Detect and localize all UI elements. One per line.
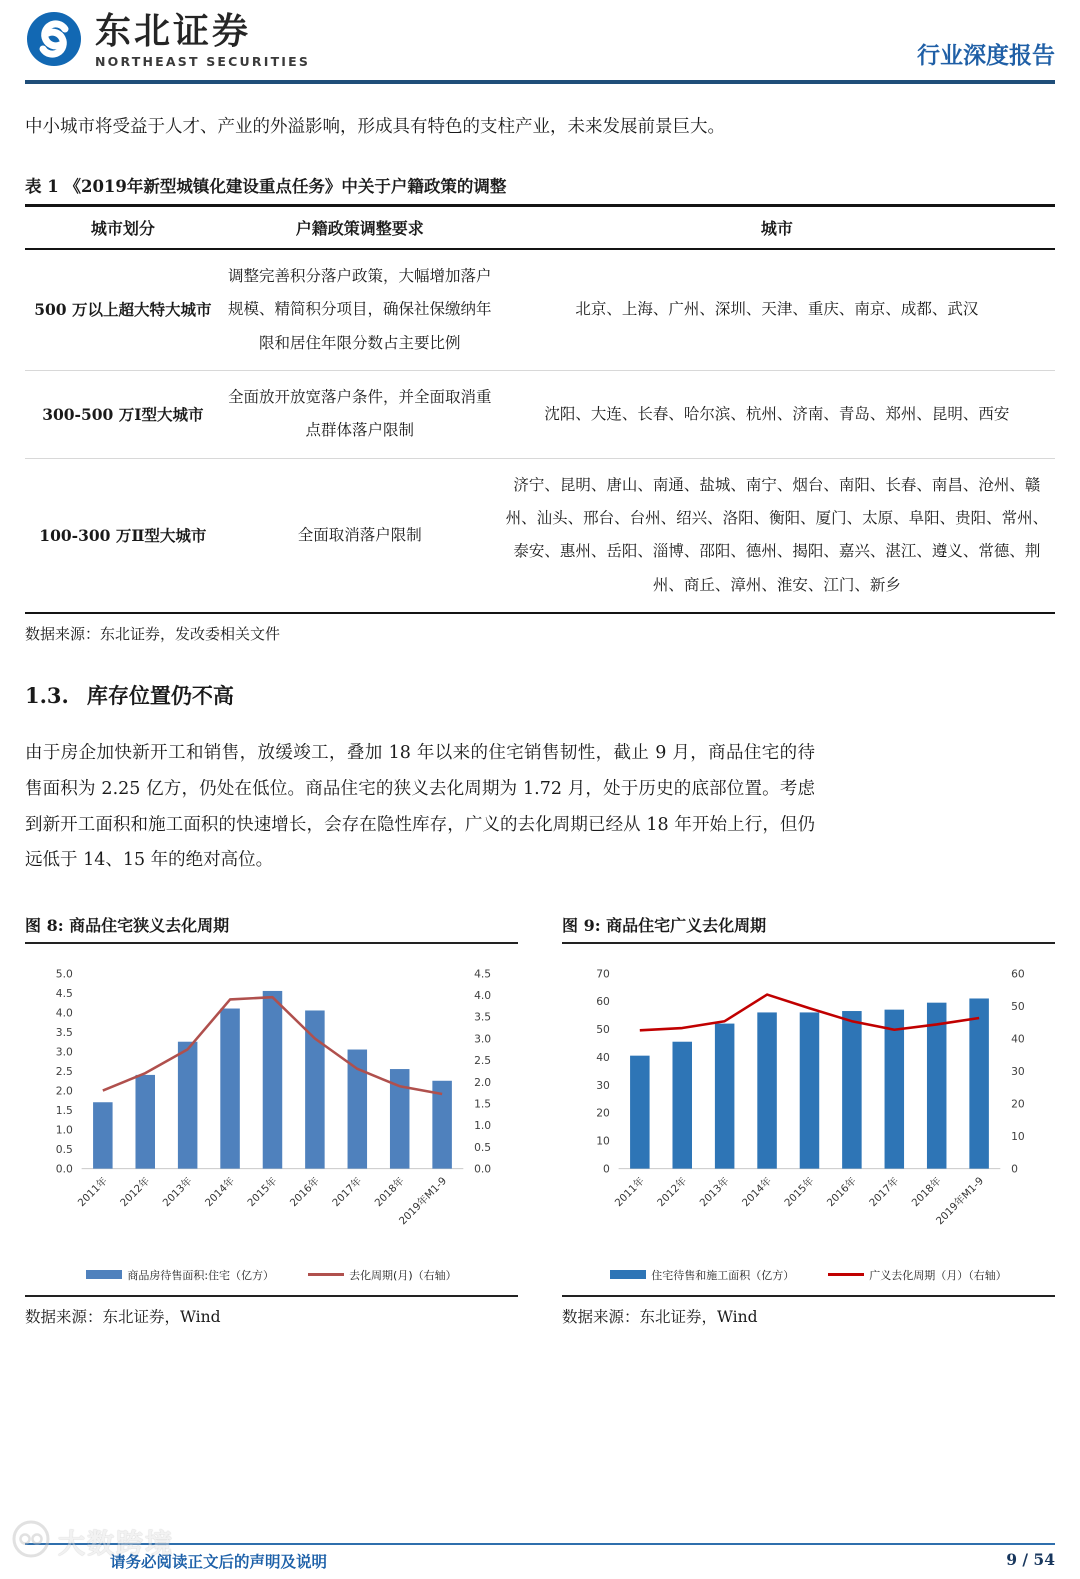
col-header-policy: 户籍政策调整要求 bbox=[221, 207, 499, 249]
cell-cities: 沈阳、大连、长春、哈尔滨、杭州、济南、青岛、郑州、昆明、西安 bbox=[499, 370, 1055, 458]
footer-disclaimer: 请务必阅读正文后的声明及说明 bbox=[110, 1552, 328, 1571]
svg-text:50: 50 bbox=[1011, 1000, 1025, 1014]
svg-text:20: 20 bbox=[1011, 1097, 1025, 1111]
svg-text:2018年: 2018年 bbox=[909, 1175, 944, 1210]
intro-paragraph: 中小城市将受益于人才、产业的外溢影响，形成具有特色的支柱产业，未来发展前景巨大。 bbox=[25, 117, 725, 137]
cell-city-class: 100-300 万Ⅱ型大城市 bbox=[25, 458, 221, 613]
table-row bbox=[25, 370, 1055, 458]
policy-table bbox=[25, 207, 1055, 614]
table-source: 数据来源：东北证券，发改委相关文件 bbox=[25, 624, 281, 643]
figure-8 bbox=[25, 913, 518, 1326]
svg-text:4.0: 4.0 bbox=[474, 989, 492, 1003]
svg-text:60: 60 bbox=[1011, 967, 1025, 981]
legend-label: 去化周期(月)（右轴） bbox=[349, 1268, 457, 1282]
svg-text:2017年: 2017年 bbox=[867, 1175, 902, 1210]
figure-9-caption: 图 9: 商品住宅广义去化周期 bbox=[562, 913, 1055, 944]
bar-swatch-icon bbox=[610, 1270, 646, 1279]
svg-text:4.0: 4.0 bbox=[55, 1006, 73, 1020]
legend-item-line bbox=[308, 1267, 457, 1283]
watermark-text: 大数跨境 bbox=[58, 1528, 174, 1560]
svg-text:50: 50 bbox=[596, 1023, 610, 1037]
legend-item-bar bbox=[610, 1267, 794, 1283]
figure-8-chart bbox=[25, 948, 518, 1266]
svg-text:2016年: 2016年 bbox=[824, 1175, 859, 1210]
table-title: 表 1 《2019年新型城镇化建设重点任务》中关于户籍政策的调整 bbox=[25, 173, 1055, 207]
brand-name-cn: 东北证券 bbox=[95, 10, 252, 52]
svg-text:2012年: 2012年 bbox=[655, 1175, 690, 1210]
page-footer bbox=[25, 1543, 1055, 1572]
svg-text:2015年: 2015年 bbox=[782, 1175, 817, 1210]
svg-text:0: 0 bbox=[1011, 1162, 1018, 1176]
figure-9-source: 数据来源：东北证券，Wind bbox=[562, 1307, 758, 1326]
svg-text:2014年: 2014年 bbox=[739, 1175, 775, 1210]
svg-text:1.0: 1.0 bbox=[55, 1123, 73, 1137]
table-1-block bbox=[25, 173, 1055, 644]
svg-text:2016年: 2016年 bbox=[287, 1175, 322, 1210]
svg-text:2014年: 2014年 bbox=[202, 1175, 238, 1210]
svg-text:2018年: 2018年 bbox=[372, 1175, 407, 1210]
svg-text:70: 70 bbox=[596, 967, 610, 981]
svg-text:2013年: 2013年 bbox=[160, 1175, 195, 1210]
figure-9-chart bbox=[562, 948, 1055, 1266]
bar-swatch-icon bbox=[86, 1270, 122, 1279]
table-row bbox=[25, 249, 1055, 370]
svg-text:4.5: 4.5 bbox=[474, 967, 492, 981]
svg-text:60: 60 bbox=[596, 995, 610, 1009]
svg-text:30: 30 bbox=[1011, 1065, 1025, 1079]
svg-text:4.5: 4.5 bbox=[55, 987, 73, 1001]
svg-text:2019年M1-9: 2019年M1-9 bbox=[933, 1175, 987, 1228]
svg-text:0.0: 0.0 bbox=[55, 1162, 73, 1176]
brand-text bbox=[95, 10, 311, 69]
report-type-label: 行业深度报告 bbox=[917, 42, 1055, 69]
section-heading bbox=[25, 680, 1055, 710]
svg-text:2.5: 2.5 bbox=[55, 1065, 73, 1079]
legend-item-line bbox=[828, 1267, 1007, 1283]
svg-text:0.5: 0.5 bbox=[474, 1141, 492, 1155]
svg-text:2.5: 2.5 bbox=[474, 1054, 492, 1068]
cell-policy: 全面放开放宽落户条件，并全面取消重点群体落户限制 bbox=[221, 370, 499, 458]
cell-cities: 北京、上海、广州、深圳、天津、重庆、南京、成都、武汉 bbox=[499, 249, 1055, 370]
cell-cities: 济宁、昆明、唐山、南通、盐城、南宁、烟台、南阳、长春、南昌、沧州、赣州、汕头、邢台、台州、绍兴、洛阳、衡阳、厦门、太原、阜阳、贵阳、常州、泰安、惠州、岳阳、淄博、邵阳、德州、揭阳、嘉兴、湛江、遵义、常德、荆州、商丘、漳州、淮安、江门、新乡 bbox=[499, 458, 1055, 613]
svg-text:40: 40 bbox=[1011, 1032, 1025, 1046]
line-swatch-icon bbox=[308, 1273, 344, 1276]
svg-text:30: 30 bbox=[596, 1079, 610, 1093]
svg-text:1.5: 1.5 bbox=[474, 1097, 492, 1111]
svg-text:40: 40 bbox=[596, 1051, 610, 1065]
brand-name-en: NORTHEAST SECURITIES bbox=[95, 53, 311, 69]
svg-text:3.0: 3.0 bbox=[474, 1032, 492, 1046]
table-header-row bbox=[25, 207, 1055, 249]
svg-text:2011年: 2011年 bbox=[612, 1175, 647, 1210]
svg-text:5.0: 5.0 bbox=[55, 967, 73, 981]
svg-text:0.5: 0.5 bbox=[55, 1143, 73, 1157]
legend-label: 商品房待售面积:住宅（亿方） bbox=[127, 1268, 275, 1282]
svg-text:2011年: 2011年 bbox=[75, 1175, 110, 1210]
northeast-securities-logo-icon bbox=[25, 10, 83, 72]
svg-text:2015年: 2015年 bbox=[245, 1175, 280, 1210]
legend-item-bar bbox=[86, 1267, 274, 1283]
page-header bbox=[25, 10, 1055, 84]
svg-text:2013年: 2013年 bbox=[697, 1175, 732, 1210]
figure-9-rule bbox=[562, 1295, 1055, 1297]
svg-text:2017年: 2017年 bbox=[330, 1175, 365, 1210]
brand-block bbox=[25, 10, 310, 72]
cell-policy: 调整完善积分落户政策，大幅增加落户规模、精简积分项目，确保社保缴纳年限和居住年限分数占主要比例 bbox=[221, 249, 499, 370]
figure-8-source: 数据来源：东北证券，Wind bbox=[25, 1307, 221, 1326]
svg-text:3.5: 3.5 bbox=[55, 1026, 73, 1040]
svg-text:1.5: 1.5 bbox=[55, 1104, 73, 1118]
cell-policy: 全面取消落户限制 bbox=[221, 458, 499, 613]
cell-city-class: 500 万以上超大特大城市 bbox=[25, 249, 221, 370]
svg-text:2.0: 2.0 bbox=[55, 1084, 73, 1098]
svg-text:0.0: 0.0 bbox=[474, 1162, 492, 1176]
legend-label: 住宅待售和施工面积（亿方） bbox=[651, 1268, 795, 1282]
svg-text:1.0: 1.0 bbox=[474, 1119, 492, 1133]
section-title: 库存位置仍不高 bbox=[86, 682, 234, 708]
svg-text:0: 0 bbox=[603, 1162, 610, 1176]
figure-9 bbox=[562, 913, 1055, 1326]
figure-8-rule bbox=[25, 1295, 518, 1297]
line-swatch-icon bbox=[828, 1273, 864, 1276]
svg-text:10: 10 bbox=[596, 1134, 610, 1148]
col-header-city-class: 城市划分 bbox=[25, 207, 221, 249]
figure-8-legend bbox=[25, 1267, 518, 1283]
svg-text:3.5: 3.5 bbox=[474, 1010, 492, 1024]
table-row bbox=[25, 458, 1055, 613]
svg-text:2012年: 2012年 bbox=[118, 1175, 153, 1210]
figures-row bbox=[25, 913, 1055, 1326]
svg-text:10: 10 bbox=[1011, 1130, 1025, 1144]
svg-text:2019年M1-9: 2019年M1-9 bbox=[396, 1175, 450, 1228]
page-number: 9 / 54 bbox=[1006, 1550, 1055, 1569]
figure-9-legend bbox=[562, 1267, 1055, 1283]
svg-text:3.0: 3.0 bbox=[55, 1045, 73, 1059]
col-header-cities: 城市 bbox=[499, 207, 1055, 249]
figure-8-caption: 图 8: 商品住宅狭义去化周期 bbox=[25, 913, 518, 944]
legend-label: 广义去化周期（月）（右轴） bbox=[869, 1268, 1007, 1282]
cell-city-class: 300-500 万Ⅰ型大城市 bbox=[25, 370, 221, 458]
section-number: 1.3. bbox=[25, 682, 69, 708]
section-paragraph: 由于房企加快新开工和销售，放缓竣工，叠加 18 年以来的住宅销售韧性，截止 9 月，商品住宅的待售面积为 2.25 亿方，仍处在低位。商品住宅的狭义去化周期为 1.72 月，处于历史的底部位置。考虑到新开工面积和施工面积的快速增长，会存在隐性库存，广义的去化周期已经从 18 年开始上行，但仍远低于 14、15 年的绝对高位。 bbox=[25, 742, 815, 871]
svg-text:2.0: 2.0 bbox=[474, 1076, 492, 1090]
svg-text:20: 20 bbox=[596, 1107, 610, 1121]
